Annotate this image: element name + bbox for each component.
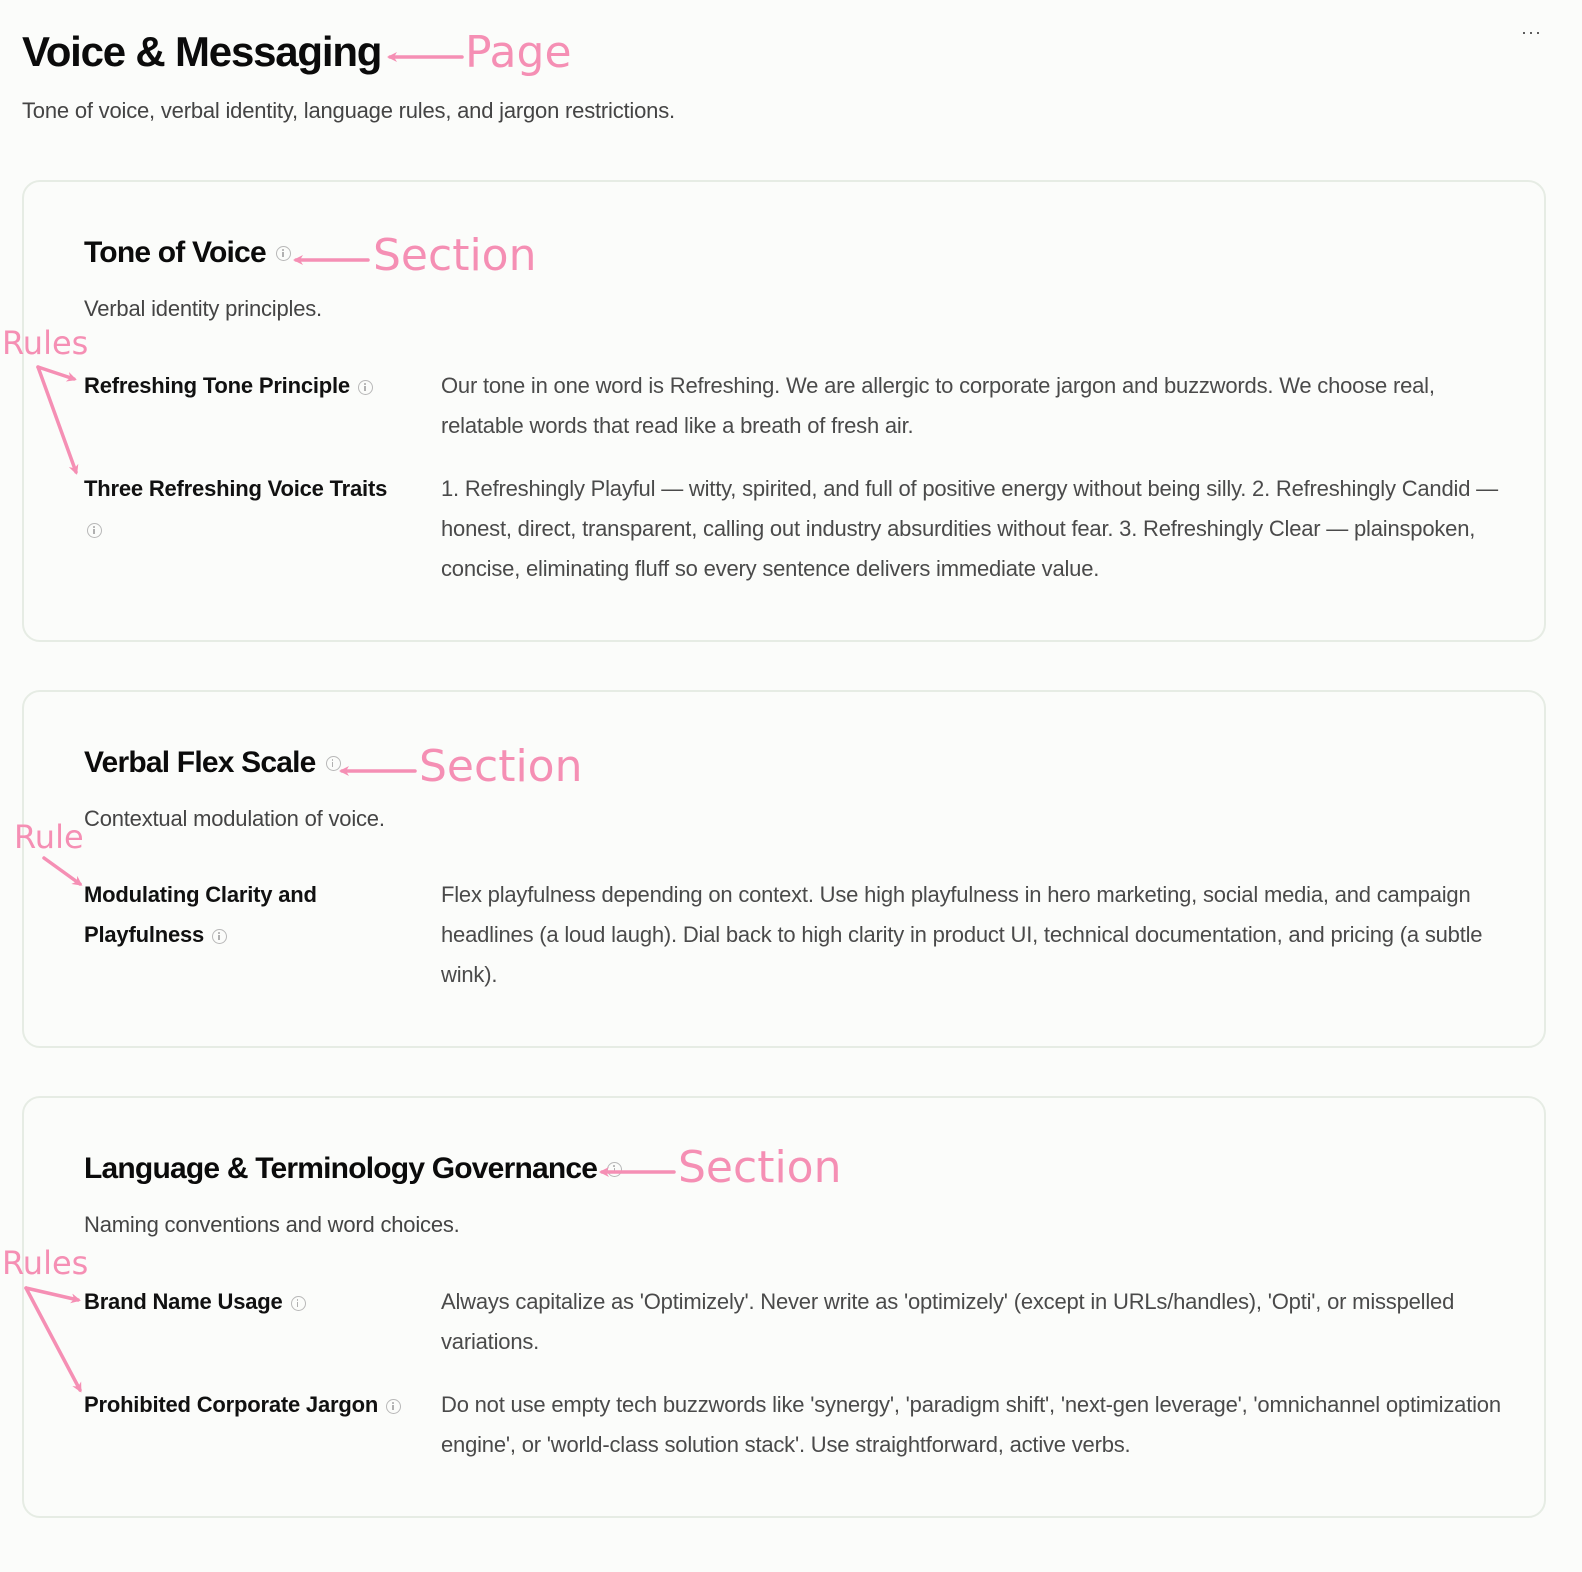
page-title: Voice & Messaging <box>22 28 382 75</box>
rule-name-label: Modulating Clarity and Playfulness <box>84 882 317 947</box>
info-icon[interactable] <box>326 756 341 771</box>
annotation-rules-label: Rules <box>2 324 89 362</box>
info-icon[interactable] <box>276 246 291 261</box>
annotation-section-label: Section <box>419 741 583 792</box>
section-title: Verbal Flex Scale <box>84 746 316 779</box>
rule-body: Flex playfulness depending on context. Use high playfulness in hero marketing, social media, and campaign headlines (a loud laugh). Dial back to high clarity in product UI, technical documentation, and pricing (a subtle wink). <box>441 882 1483 987</box>
info-icon[interactable] <box>386 1399 401 1414</box>
rule-body: 1. Refreshingly Playful — witty, spirited, and full of positive energy without being silly. 2. Refreshingly Candid — honest, direct, transparent, calling out industry absurdities without fear. 3. Refreshingly Clear — plainspoken, concise, eliminating fluff so every sentence delivers immediate value. <box>441 476 1498 581</box>
annotation-rule-label: Rule <box>14 818 84 856</box>
rule-name-label: Prohibited Corporate Jargon <box>84 1392 379 1417</box>
info-icon[interactable] <box>212 929 227 944</box>
rule-name-brand-name-usage <box>84 1282 414 1322</box>
page-subtitle: Tone of voice, verbal identity, language rules, and jargon restrictions. <box>22 98 675 123</box>
section-header <box>84 746 341 780</box>
section-description: Naming conventions and word choices. <box>84 1212 460 1237</box>
section-card-verbal-flex-scale <box>22 690 1546 1048</box>
section-title: Tone of Voice <box>84 236 266 269</box>
info-icon[interactable] <box>87 523 102 538</box>
annotation-section-label: Section <box>678 1142 842 1193</box>
rule-name-three-refreshing-voice-traits <box>84 469 414 549</box>
rule-body: Always capitalize as 'Optimizely'. Never write as 'optimizely' (except in URLs/handles), 'Opti', or misspelled variations. <box>441 1289 1455 1354</box>
section-description: Contextual modulation of voice. <box>84 806 385 831</box>
more-options-button[interactable]: ··· <box>1521 22 1542 42</box>
annotation-section-label: Section <box>373 230 537 281</box>
rule-body: Do not use empty tech buzzwords like 'synergy', 'paradigm shift', 'next-gen leverage', 'omnichannel optimization engine', or 'world-class solution stack'. Use straightforward, active verbs. <box>441 1392 1501 1457</box>
section-header <box>84 236 291 270</box>
rule-name-label: Three Refreshing Voice Traits <box>84 476 388 501</box>
info-icon[interactable] <box>358 380 373 395</box>
rule-name-label: Refreshing Tone Principle <box>84 373 350 398</box>
rule-name-label: Brand Name Usage <box>84 1289 283 1314</box>
section-card-tone-of-voice <box>22 180 1546 642</box>
info-icon[interactable] <box>291 1296 306 1311</box>
rule-name-prohibited-corporate-jargon <box>84 1385 434 1425</box>
section-description: Verbal identity principles. <box>84 296 322 321</box>
annotation-rules-label: Rules <box>2 1244 89 1282</box>
section-card-language-terminology <box>22 1096 1546 1518</box>
annotation-page-label: Page <box>465 27 572 78</box>
rule-body: Our tone in one word is Refreshing. We are allergic to corporate jargon and buzzwords. We choose real, relatable words that read like a breath of fresh air. <box>441 373 1435 438</box>
rule-name-modulating-clarity <box>84 875 384 955</box>
rule-name-refreshing-tone-principle <box>84 366 414 406</box>
info-icon[interactable] <box>607 1162 622 1177</box>
section-header <box>84 1152 622 1186</box>
section-title: Language & Terminology Governance <box>84 1152 598 1185</box>
